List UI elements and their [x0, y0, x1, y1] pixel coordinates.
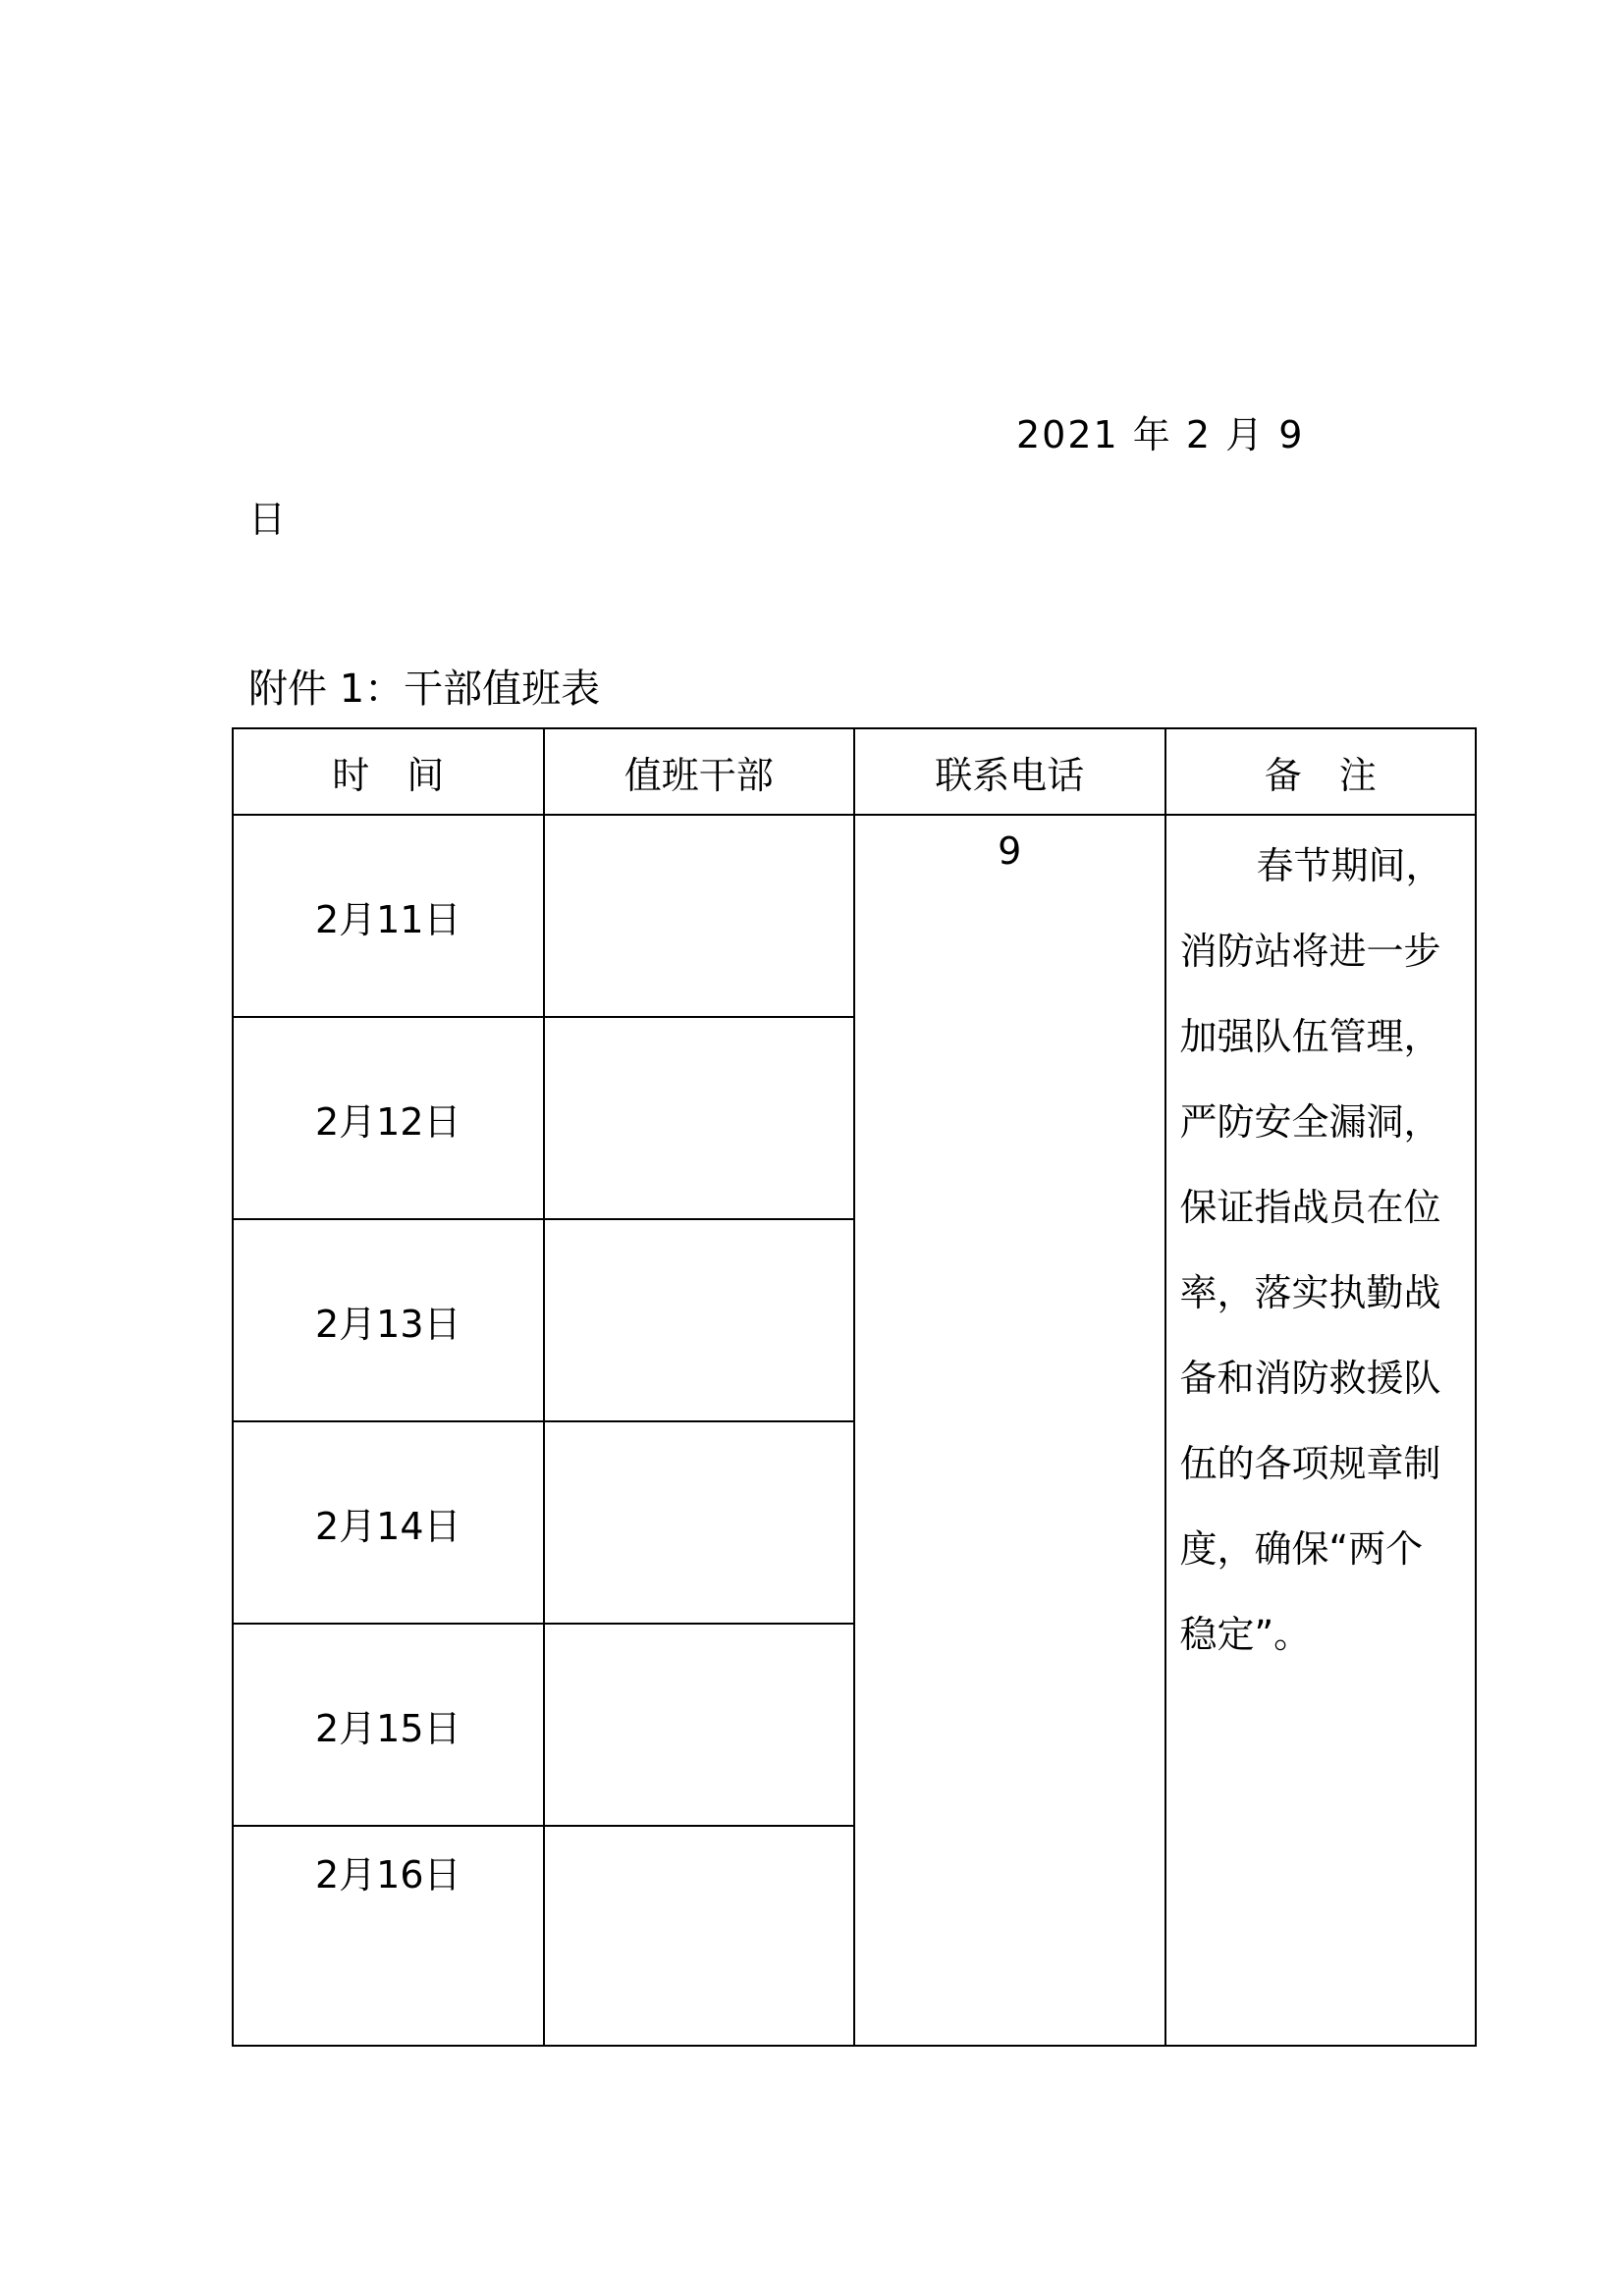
phone-cell: 9 [854, 815, 1165, 2046]
cadre-cell [544, 815, 855, 1017]
cadre-cell [544, 1421, 855, 1624]
date-cell: 2月16日 [233, 1826, 544, 2046]
date-cell: 2月15日 [233, 1624, 544, 1826]
remark-line: 春节期间， [1256, 844, 1443, 887]
cadre-cell [544, 1219, 855, 1421]
date-cell: 2月13日 [233, 1219, 544, 1421]
remark-line: 备和消防救援队 [1179, 1357, 1441, 1400]
remark-line: 保证指战员在位 [1179, 1186, 1441, 1229]
remark-line: 严防安全漏洞， [1179, 1100, 1441, 1144]
date-line: 2021 年 2 月 9 [1016, 413, 1305, 456]
table-header-row [233, 728, 1476, 815]
column-header-remark: 备 注 [1165, 728, 1477, 815]
date-cell: 2月12日 [233, 1017, 544, 1219]
remark-line: 稳定”。 [1179, 1613, 1312, 1656]
column-header-time: 时 间 [233, 728, 544, 815]
table-row [233, 815, 1476, 1017]
remark-line: 率，落实执勤战 [1179, 1271, 1441, 1314]
remark-line: 消防站将进一步 [1179, 930, 1441, 973]
duty-table [232, 727, 1477, 2047]
date-cell: 2月14日 [233, 1421, 544, 1624]
remark-line: 伍的各项规章制 [1179, 1442, 1441, 1485]
cadre-cell [544, 1624, 855, 1826]
cadre-cell [544, 1826, 855, 2046]
date-cell: 2月11日 [233, 815, 544, 1017]
remark-cell [1165, 815, 1477, 2046]
attachment-title: 附件 1：干部值班表 [248, 667, 601, 712]
column-header-cadre: 值班干部 [544, 728, 855, 815]
remark-line: 加强队伍管理， [1179, 1015, 1441, 1058]
cadre-cell [544, 1017, 855, 1219]
remark-line: 度，确保“两个 [1179, 1527, 1424, 1571]
column-header-phone: 联系电话 [854, 728, 1165, 815]
date-day: 日 [248, 498, 287, 541]
